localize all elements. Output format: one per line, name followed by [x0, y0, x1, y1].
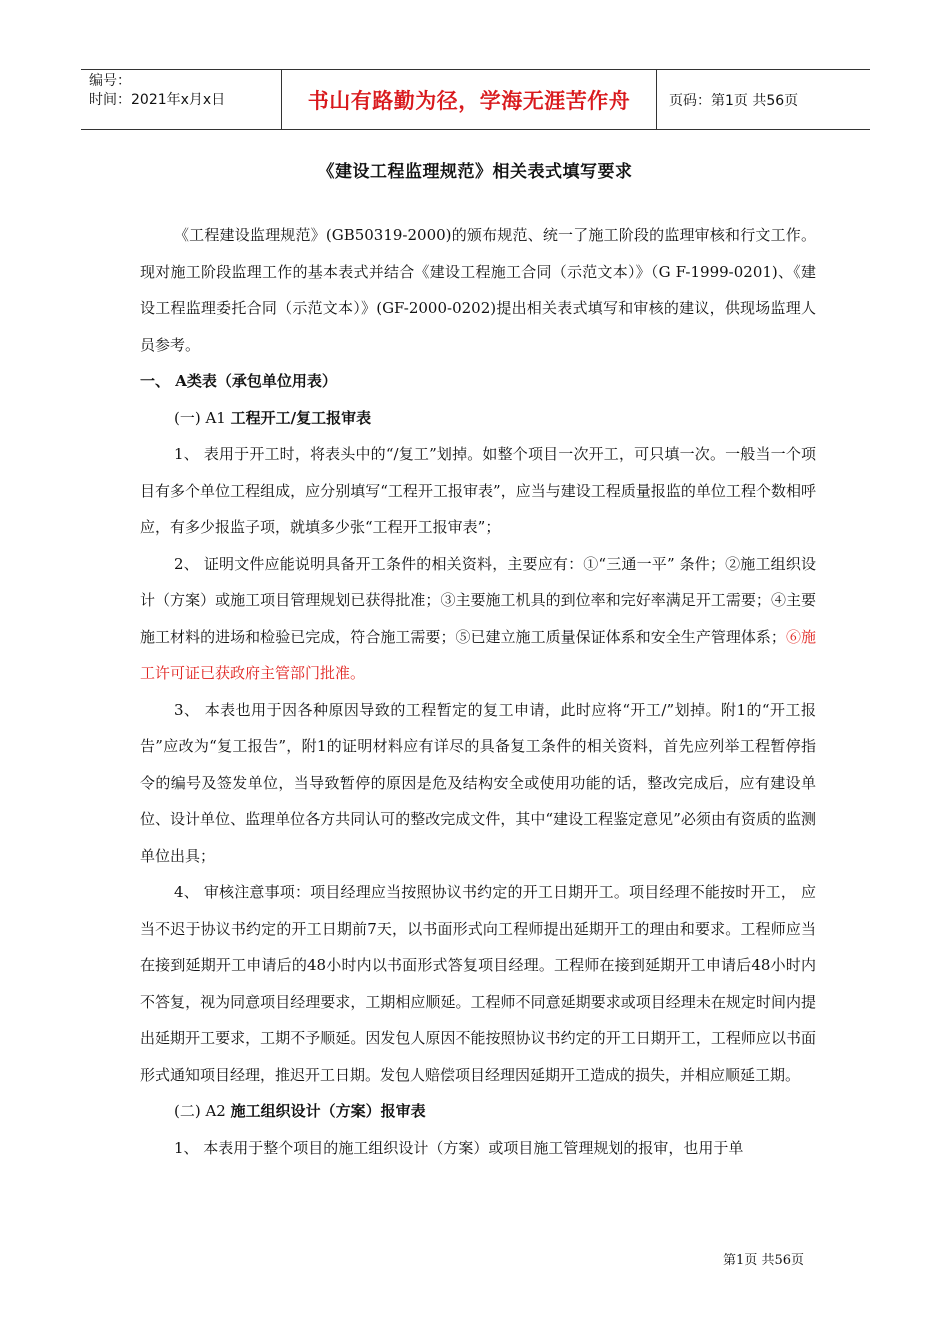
paragraph-2-highlight: ⑥施工许可证已获政府主管部门批准。 [140, 627, 816, 682]
header-motto: 书山有路勤为径，学海无涯苦作舟 [281, 70, 657, 129]
subsection-heading-a1 [140, 400, 816, 437]
subsection-name: 工程开工/复工报审表 [230, 408, 372, 427]
page-header [81, 69, 870, 130]
paragraph-5: 1、 本表用于整个项目的施工组织设计（方案）或项目施工管理规划的报审，也用于单 [174, 1138, 744, 1157]
page-footer: 第1页 共56页 [723, 1253, 804, 1268]
subsection-number: (二) A2 [174, 1102, 231, 1120]
time-label: 时间：2021年x月x日 [89, 92, 226, 108]
paragraph-2-text: 2、 证明文件应能说明具备开工条件的相关资料，主要应有：①“三通一平” 条件；②施工组织设计（方案）或施工项目管理规划已获得批准；③主要施工机具的到位率和完好率满足开工需要；④主要施工材料的进场和检验已完成，符合施工需要；⑤已建立施工质量保证体系和安全生产管理体系； [140, 554, 816, 646]
paragraph-1: 1、 表用于开工时，将表头中的“/复工”划掉。如整个项目一次开工，可只填一次。一般当一个项目有多个单位工程组成，应分别填写“工程开工报审表”，应当与建设工程质量报监的单位工程个数相呼应，有多少报监子项，就填多少张“工程开工报审表”； [140, 445, 816, 536]
header-meta [81, 70, 281, 129]
header-page-info: 页码：第1页 共56页 [669, 92, 799, 109]
section-heading-a: 一、 A类表（承包单位用表） [140, 372, 337, 390]
intro-paragraph: 《工程建设监理规范》(GB50319-2000)的颁布规范、统一了施工阶段的监理审核和行文工作。现对施工阶段监理工作的基本表式并结合《建设工程施工合同（示范文本）》（G F-1999-0201)、《建设工程监理委托合同（示范文本）》(GF-2000-0202)提出相关表式填写和审核的建议，供现场监理人员参考。 [140, 226, 816, 354]
number-label: 编号： [89, 73, 131, 89]
paragraph-4: 4、 审核注意事项：项目经理应当按照协议书约定的开工日期开工。项目经理不能按时开工， 应当不迟于协议书约定的开工日期前7天，以书面形式向工程师提出延期开工的理由和要求。工程师应当在接到延期开工申请后的48小时内以书面形式答复项目经理。工程师在接到延期开工申请后48小时内不答复，视为同意项目经理要求，工期相应顺延。工程师不同意延期要求或项目经理未在规定时间内提出延期开工要求，工期不予顺延。因发包人原因不能按照协议书约定的开工日期开工，工程师应以书面形式通知项目经理，推迟开工日期。发包人赔偿项目经理因延期开工造成的损失，并相应顺延工期。 [140, 883, 816, 1084]
subsection-number: (一) A1 [174, 408, 231, 427]
paragraph-3: 3、 本表也用于因各种原因导致的工程暂定的复工申请，此时应将“开工/”划掉。附1的“开工报告”应改为“复工报告”，附1的证明材料应有详尽的具备复工条件的相关资料，首先应列举工程暂停指令的编号及签发单位，当导致暂停的原因是危及结构安全或使用功能的话，整改完成后，应有建设单位、设计单位、监理单位各方共同认可的整改完成文件，其中“建设工程鉴定意见”必须由有资质的监测单位出具； [140, 700, 816, 865]
subsection-heading-a2 [140, 1093, 816, 1130]
document-body [140, 217, 816, 1166]
paragraph-2 [140, 546, 816, 692]
subsection-name: 施工组织设计（方案）报审表 [230, 1102, 426, 1120]
document-title: 《建设工程监理规范》相关表式填写要求 [317, 162, 633, 182]
